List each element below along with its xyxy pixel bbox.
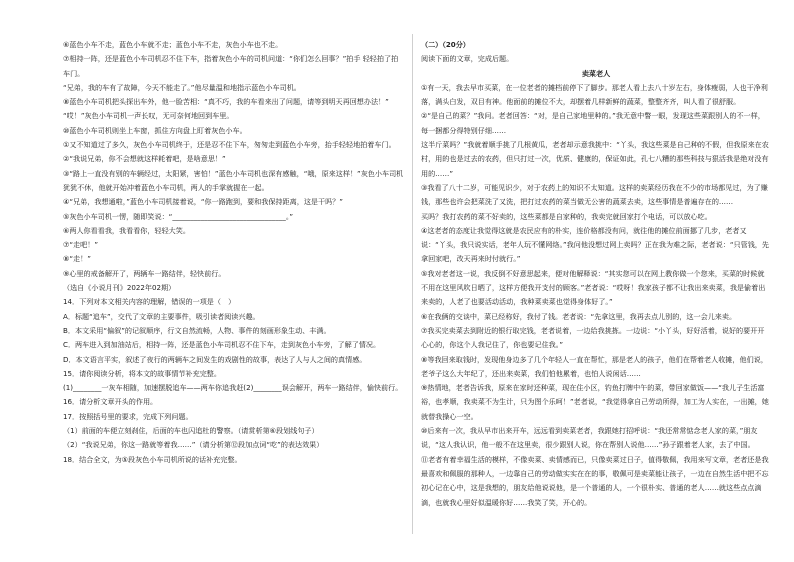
text-line: ⑦相持一阵，还是蓝色小车司机忍不住下车，指着灰色小车的司机问道：“你们怎么回事？”拍手 轻轻拍了拍车门。 bbox=[63, 54, 399, 78]
text-line: ⑥两人你看看我，我看看你，轻轻大笑。 bbox=[63, 225, 190, 235]
question-line: 18．结合全文，为⑤段灰色小车司机所说的话补充完整。 bbox=[63, 454, 242, 464]
option-line: C．两车进入到加油站后，相持一阵，还是蓝色小车司机忍不住下车，走到灰色小车旁，了解了情况。 bbox=[63, 340, 381, 350]
option-line: B．本文采用“偏叙”的记叙顺序，行文自然流畅，人物、事件的刻画形象生动、丰满。 bbox=[63, 325, 331, 335]
text-line: ⑨心里的戒备解开了，两辆车一路结伴，轻快前行。 bbox=[63, 268, 226, 278]
question-line: 16．请分析文章开头的作用。 bbox=[63, 397, 158, 407]
section-heading: （二）（20分） bbox=[421, 40, 470, 49]
text-line: ⑥在我俩的交谈中，菜已经称好，我付了钱。老者说：“先拿这里，我再去点儿别的，这一会儿来卖。 bbox=[421, 311, 737, 321]
question-line: (1)________一灰车相随，加速摆脱追车——两车你追我赶(2)________误会解开，两车一路结伴，愉快前行。 bbox=[63, 383, 403, 393]
column-divider bbox=[412, 34, 413, 534]
text-line: ①又不知道过了多久，灰色小车司机终于，还是忍不住下车，匆匆走到蓝色小车旁，抬手轻轻地拍着车门。 bbox=[63, 140, 396, 150]
text-line: ②“我说兄弟，你不会想就这样耗着吧，是啥意思！” bbox=[63, 154, 226, 164]
option-line: D．本文语言平实，叙述了夜行的两辆车之间发生的戏剧性的故事，表达了人与人之间的真情感。 bbox=[63, 354, 367, 364]
text-line: 这半斤菜吗？”我就着顺手挑了几根黄瓜，老者却示意我挑中：“丫头，我这些菜是自己种的不假，但我原来在农村，用的也是过去的农药，但只打过一次，优质、健康的，保证如此，孔七八糟的那些科技与狠活我是绝对没有用的……” bbox=[421, 140, 769, 178]
text-line: ⑩蓝色小车司机则坐上车窗，抓住方向盘上盯着灰色小车。 bbox=[63, 125, 247, 135]
text-line: ⑨热情地，老者告诉我，原来在家时还种菜，现在住小区，钓鱼打牌中午的菜，带回家做饭——“我儿子生活富裕，也孝顺，我卖菜不为生计，只为图个乐呵！”老者说，“我觉得拿自己劳动所得，加工为人实在，一出摊，她就替我操心一空。 bbox=[421, 383, 769, 421]
text-line: ⑤我对老者这一说，我反倒不好意思起来，便对他解释说：“其实您可以在网上教你做一个您来，买菜的时候就不用在这里风吹日晒了，这样方便我开支付的顾客。”老者说：“哎呀！我家孩子都不让我出来卖菜，我是偷着出来卖的，人老了也要活动活动，我种菜卖菜也觉得身体好了。” bbox=[421, 268, 766, 307]
text-line: ⑥蓝色小车不走，蓝色小车就不走；蓝色小车不走，灰色小车也不走。 bbox=[63, 40, 283, 49]
question-line: 14．下列对本文相关内容的理解，错误的一项是（ ） bbox=[63, 297, 236, 307]
text-line: ⑦我买完卖菜去到附近的银行取完钱，老者说着，一边给我挑拣。一边说：“小丫头，好好活着，说好的要开开心心的，你这个人我记住了，你也要记住我。” bbox=[421, 325, 765, 350]
text-line: ①有一天，我去早市买菜，在一位老者的摊档前停下了脚步。那老人看上去八十岁左右，身体瘦弱，人也干净利落，满头白发，双目有神。他面前的摊位不大，却摆着几样新鲜的蔬菜，整整齐齐，叫人看了很舒服。 bbox=[421, 82, 768, 107]
right-column bbox=[421, 38, 771, 510]
question-line: （1）前面的车便立刻刹住，后面的车也闪追杜的警察。（请赏析第⑥段划线句子） bbox=[63, 426, 319, 436]
source-line: （选自《小说月刊》2022年02期） bbox=[63, 283, 176, 293]
text-line: ③我看了八十二岁，可能见识少，对于农药上的知识不太知道。这样的卖菜经历我在不少的市场都见过，为了赚钱，那些也许会把菜洗了又洗，把打过农药的菜当做无公害的蔬菜去卖，这些事情是普遍存在的…… bbox=[421, 182, 768, 207]
option-line: A．标题“追车”，交代了文章的主要事件，吸引读者阅读兴趣。 bbox=[63, 311, 260, 321]
question-line: 17．按照括号里的要求，完成下列问题。 bbox=[63, 411, 193, 421]
text-line: ⑧蓝色小车司机把头探出车外，他一脸苦相：“真不巧，我的车看来出了问题，请等到明天再回想办法！” bbox=[63, 97, 389, 107]
text-line: ⑧等我回来取钱时，发现他身边多了几个年轻人一直在帮忙，那是老人的孩子，他们在帮着老人收摊，他们说，老爷子这么大年纪了，还出来卖菜，我们怕他累着，也怕人说闲话…… bbox=[421, 354, 768, 378]
text-line: ⑧“走！” bbox=[63, 254, 91, 264]
text-line: ③“路上一直没有别的车辆经过，太阳紧，害怕！”蓝色小车司机也深有感触，“哦，原来这样！”灰色小车司机犹犹不休，他就开始冲着蓝色小车司机，两人的手掌就握在一起。 bbox=[63, 168, 404, 192]
text-line: ④“兄弟，我想通啦，”蓝色小车司机接着说，“你一路跑到，要和我保持距离，这是干吗？” bbox=[63, 197, 343, 207]
article-title: 卖菜老人 bbox=[581, 68, 611, 78]
text-line: ⑩后来有一次，我从早市出来开车，远远看到卖菜老者，我跟她打招呼说：“我还常常惦念老人家的菜，”朋友说，“这人我认识，他一般不在这里卖，很少跟别人说，你在帮别人说他……”孙子跟着老人家，去了中国。 bbox=[421, 426, 758, 450]
instruction-line: 阅读下面的文章，完成后题。 bbox=[421, 54, 514, 64]
text-line: ④这老者的态度让我觉得这就是农民应有的朴实，连价格都没有问，就往他的摊位前面挪了几步，老者又说：“丫头，我只说实话，老年人玩不懂网络。”我问他没想过网上卖吗？正在我为难之际，老者说：“只管钱，先拿回家吧，改天再来时付就行。” bbox=[421, 225, 769, 264]
text-line: 买吗？我打农药的菜不好卖的，这些菜都是自家种的，我卖完就回家打个电话，可以放心吃。 bbox=[421, 211, 712, 221]
text-line: ⑦“走吧！” bbox=[63, 240, 98, 250]
question-line: （2）“我说兄弟，你这一路就等着我……”（请分析第⑫段加点词“吃”的表达效果） bbox=[63, 440, 324, 450]
text-line: ⑪老者有着幸福生活的模样，不像卖菜、卖情感而已，只像卖菜过日子，值得敬佩，我用来写文章，老者还是我最喜欢和佩服的那种人，一边靠自己的劳动做实实在在的事，敬佩可是卖菜能让孩子，一边在自然生活中把不忘初心记在心中，这是我想的，朋友给他说说他，是一个普通的人，一个很朴实、普通的老人……就这些点点滴滴，也就我心里好似温暖你好……我笑了笑，开心的。 bbox=[421, 454, 769, 507]
left-column bbox=[63, 38, 405, 467]
text-line: “哎！”灰色小车司机一声长叹，无可奈何地回到车里。 bbox=[63, 111, 234, 121]
question-line: 15．请你阅读分析，将本文的故事情节补充完整。 bbox=[63, 368, 221, 378]
text-line: ②“是自己的菜？”我问。老者回答：“对，是自己家地里种的。”我无意中瞥一眼，发现这些菜跟别人的不一样，每一捆都分得特别仔细…… bbox=[421, 111, 765, 135]
text-line: ⑤灰色小车司机一愣，随即笑说：“________________________________。” bbox=[63, 211, 294, 221]
text-line: “兄弟，我的车有了故障，今天不能走了。”他尽量温和地指示蓝色小车司机。 bbox=[63, 82, 301, 92]
